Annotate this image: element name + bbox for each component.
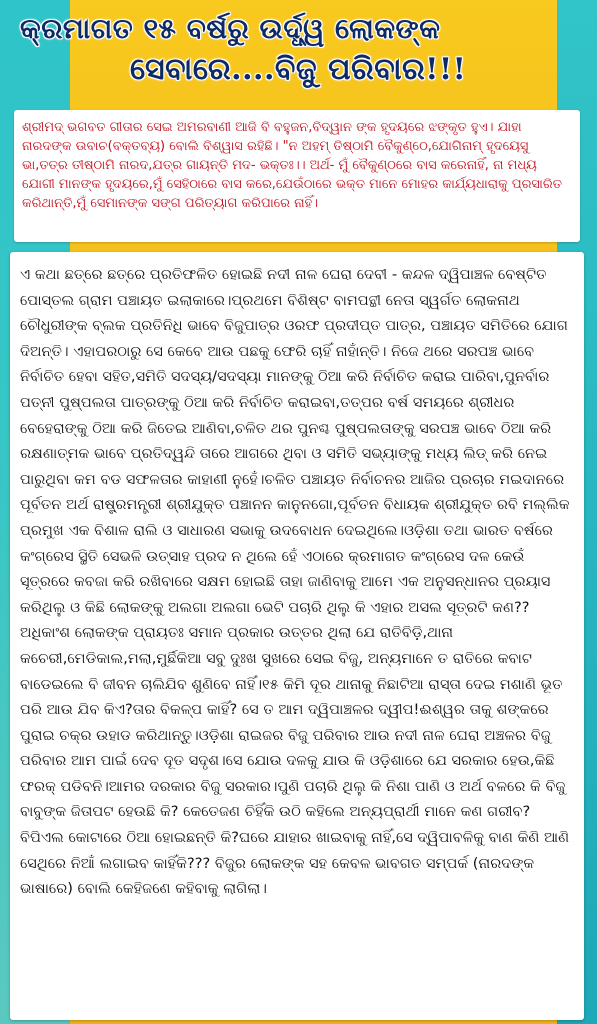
title-banner: [0, 0, 597, 100]
title-line-2: ସେବାରେ....ବିଜୁ ପରିବାର!!!: [130, 52, 467, 87]
title-line-1: କ୍ରମାଗତ ୧୫ ବର୍ଷରୁ ଉର୍ଦ୍ଧ୍ୱ ଲୋକଙ୍କ: [20, 12, 441, 45]
article-box: [10, 252, 584, 1020]
quote-box: [14, 110, 580, 242]
article-text: ଏ କଥା ଛତ୍ରେ ଛତ୍ରେ ପ୍ରତିଫଳିତ ହୋଇଛି ନଦୀ ନାଳ ଘେରା ଦେବୀ - କନ୍ଦଳ ଦ୍ୱିପାଞ୍ଚଳ ବେଷ୍ଟିତ ପୋସ୍ତଲ ଗ୍ରାମ ପଞ୍ଚାୟତ ଇଲାକାରେ।ପ୍ରଥମେ ବିଶିଷ୍ଟ ବାମପନ୍ଥୀ ନେତା ସ୍ୱର୍ଗତ ଲୋକନାଥ ଚୌଧୁରୀଙ୍କ ବ୍ଲକ ପ୍ରତିନିଧି ଭାବେ ବିଜୁପାତ୍ର ଓରଫ ପ୍ରଦୀପ୍ତ ପାତ୍ର, ପଞ୍ଚାୟତ ସମିତିରେ ଯୋଗ ଦିଅନ୍ତି। ଏହାପରଠାରୁ ସେ କେବେ ଆଉ ପଛକୁ ଫେରି ଚାହିଁ ନାହାଁନ୍ତି। ନିଜେ ଥରେ ସରପଞ୍ଚ ଭାବେ ନିର୍ବାଚିତ ହେବା ସହିତ,ସମିତି ସଦସ୍ୟ/ସଦସ୍ୟା ମାନଙ୍କୁ ଠିଆ କରି ନିର୍ବାଚିତ କରାଇ ପାରିବା,ପୁନର୍ବାର ପତ୍ନୀ ପୁଷ୍ପଲତା ପାତ୍ରଙ୍କୁ ଠିଆ କରି ନିର୍ବାଚିତ କରାଇବା,ତତ୍ପର ବର୍ଷ ସମୟରେ ଶ୍ରୀଧର ବେହେରାଙ୍କୁ ଠିଆ କରି ଜିତେଇ ଆଣିବା,ଚଳିତ ଥର ପୁନଶ୍ଚ ପୁଷ୍ପଲତାଙ୍କୁ ସରପଞ୍ଚ ଭାବେ ଠିଆ କରି ରକ୍ଷଣାତ୍ମକ ଭାବେ ପ୍ରତିଦ୍ୱନ୍ଦି ତାରେ ଆଗରେ ଥିବା ଓ ସମିତି ସଭ୍ୟାଙ୍କୁ ମଧ୍ୟ ଲିଡ୍ କରି ନେଇ ପାରୁଥିବା କମ ବଡ ସଫଳତାର କାହାଣୀ ନୁହେଁ।ଚଳିତ ପଞ୍ଚାୟତ ନିର୍ବାଚନର ଆଜିର ପ୍ରଚାର ମଇଦାନରେ ପୂର୍ବତନ ଅର୍ଥ ରାଷ୍ଟ୍ରମନ୍ତ୍ରୀ ଶ୍ରୀଯୁକ୍ତ ପଞ୍ଚାନନ କାନୁନଗୋ,ପୂର୍ବତନ ବିଧାୟକ ଶ୍ରୀଯୁକ୍ତ ରବି ମଲ୍ଲିକ ପ୍ରମୁଖ ଏକ ବିଶାଳ ରାଲି ଓ ସାଧାରଣ ସଭାକୁ ଉଦବୋଧନ ଦେଇଥିଲେ।ଓଡ଼ିଶା ତଥା ଭାରତ ବର୍ଷରେ କଂଗ୍ରେସ ସ୍ଥିତି ସେଭଳି ଉତ୍ସାହ ପ୍ରଦ ନ ଥିଲେ ହେଁ ଏଠାରେ କ୍ରମାଗତ କଂଗ୍ରେସ ଦଳ କେଉଁ ସୂତ୍ରରେ କବଜା କରି ରଖିବାରେ ସକ୍ଷମ ହୋଇଛି ତାହା ଜାଣିବାକୁ ଆମେ ଏକ ଅନୁସନ୍ଧାନର ପ୍ରୟାସ କରିଥିଲୁ ଓ କିଛି ଲୋକଙ୍କୁ ଅଲଗା ଅଲଗା ଭେଟି ପଚାରି ଥିଲୁ କି ଏହାର ଅସଲ ସୂତ୍ରଟି କଣ??ଅଧିକାଂଶ ଲୋକଙ୍କ ପ୍ରାୟତଃ ସମାନ ପ୍ରକାର ଉତ୍ତର ଥିଲା ଯେ ରାତିବିଡ଼ି,ଥାନା କଚେରୀ,ମେଡିକାଲ,ମଲା,ମୁର୍ଛିକିଆ ସବୁ ଦୁଃଖ ସୁଖରେ ସେଇ ବିଜୁ, ଅନ୍ୟମାନେ ତ ରାତିରେ କବାଟ ବାଡେଇଲେ ବି ଜୀବନ ଚାଲିଯିବ ଶୁଣିବେ ନାହିଁ।୧୫ କିମି ଦୂର ଥାନାକୁ ନିଛାଟିଆ ରାସ୍ତା ଦେଇ ମଶାଣି ଭୂତ ପରି ଆଉ ଯିବ କିଏ?ତାର ବିକଳ୍ପ କାହିଁ? ସେ ତ ଆମ ଦ୍ୱିପାଞ୍ଚଳର ଦ୍ୱୀପ!ଈଶ୍ୱର ତାକୁ ଶଙ୍କରେ ପୁରାଇ ଚକ୍ର ଉହାଡ କରିଥାନ୍ତୁ।ଓଡ଼ିଶା ରାଇଜର ବିଜୁ ପରିବାର ଆଉ ନଦୀ ନାଳ ଘେରା ଅଞ୍ଚଳର ବିଜୁ ପରିବାର ଆମ ପାଇଁ ଦେବ ଦୂତ ସଦୃଶ।ସେ ଯୋଉ ଦଳକୁ ଯାଉ କି ଓଡ଼ିଶାରେ ଯେ ସରକାର ହେଉ,କିଛି ଫରକ୍ ପଡିବନି।ଆମର ଦରକାର ବିଜୁ ସରକାର।ପୁଣି ପଚାରି ଥିଲୁ କି ନିଶା ପାଣି ଓ ଅର୍ଥ ବଳରେ କି ବିଜୁ ବାବୁଙ୍କ ଜିତାପଟ ହେଉଛି କି? କେତେଜଣ ଚିହିଁକି ଉଠି କହିଲେ ଅନ୍ୟପ୍ରାର୍ଥୀ ମାନେ କଣ ଗରୀବ? ବିପିଏଲ କୋଟାରେ ଠିଆ ହୋଇଛନ୍ତି କି?ଘରେ ଯାହାର ଖାଇବାକୁ ନାହିଁ,ସେ ଦ୍ୱିପାବଳିକୁ ବାଣ କିଣି ଆଣି ସେଥିରେ ନିଆଁ ଲଗାଇବ କାହିଁକି??? ବିଜୁର ଲୋକଙ୍କ ସହ କେବଳ ଭାବଗତ ସମ୍ପର୍କ (ନାରଦଙ୍କ ଭାଷାରେ) ବୋଲି କେହିଜଣେ କହିବାକୁ ଲାଗିଲା।: [20, 266, 570, 898]
quote-text: ଶ୍ରୀମଦ୍ ଭଗବତ ଗୀତାର ସେଇ ଅମରବାଣୀ ଆଜି ବି ବହୁଜନ,ବିଦ୍ୱାନ ଙ୍କ ହୃଦୟରେ ଝଙ୍କୃତ ହୁଏ। ଯାହା ନାରଦଙ୍କ ଉବାଚ(ବକ୍ତବ୍ୟ) ବୋଲି ବିଶ୍ୱାସ ରହିଛି। "ନ ଅହମ୍ ତିଷ୍ଠାମି ବୈକୁଣ୍ଠେ,ଯୋଗିନାମ୍ ହୃଦୟେସୁ ଭା,ତତ୍ର ତୀଷ୍ଠାମି ନାରଦ,ଯତ୍ର ଗାୟନ୍ତି ମଦ- ଭକ୍ତଃ।। ଅର୍ଥ- ମୁଁ ବୈକୁଣ୍ଠରେ ବାସ କରେନାହିଁ, ନା ମଧ୍ୟ ଯୋଗୀ ମାନଙ୍କ ହୃଦୟରେ,ମୁଁ ସେହିଠାରେ ବାସ କରେ,ଯେଉଁଠାରେ ଭକ୍ତ ମାନେ ମୋହର କାର୍ଯ୍ୟଧାରାକୁ ପ୍ରସାରିତ କରିଥାନ୍ତି,ମୁଁ ସେମାନଙ୍କ ସଙ୍ଗ ପରିତ୍ୟାଗ କରିପାରେ ନାହିଁ।: [22, 120, 562, 211]
